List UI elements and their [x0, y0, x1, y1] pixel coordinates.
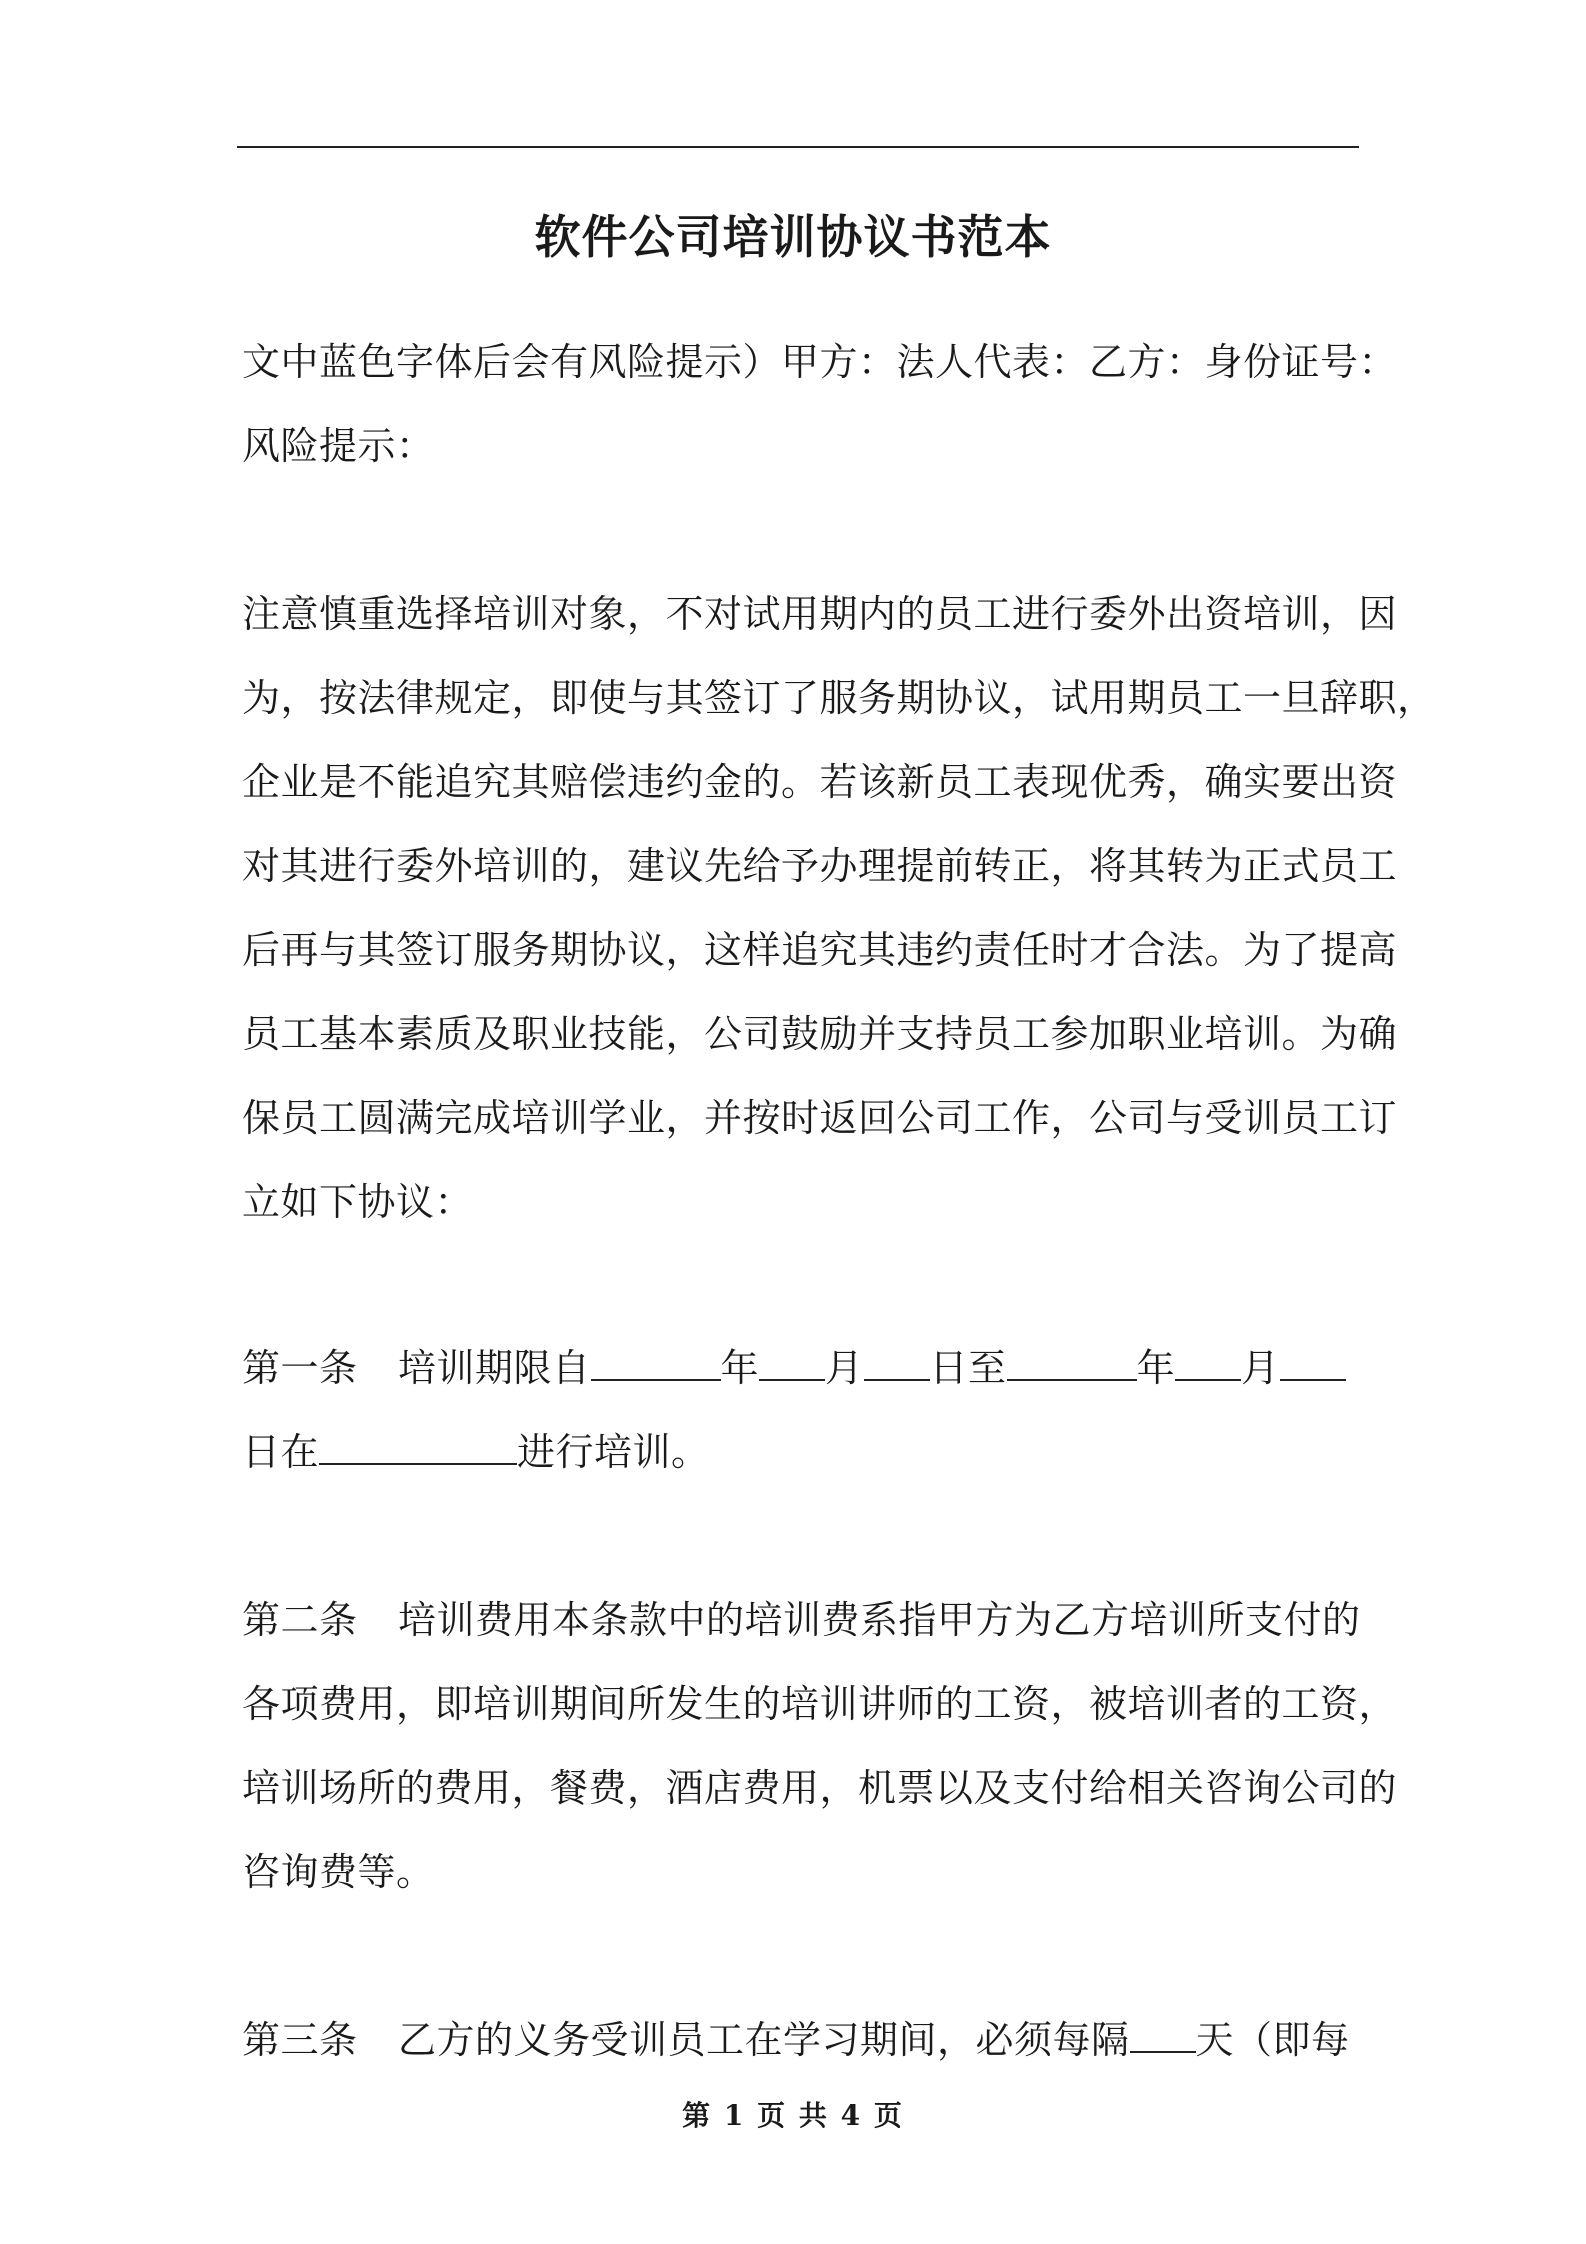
article-1 [242, 1326, 1362, 1494]
blank-field [319, 1431, 517, 1465]
page-footer: 第 1 页 共 4 页 [682, 2099, 904, 2132]
article-text: 乙方的义务受训员工在学习期间，必须每隔 [398, 2018, 1130, 2062]
article-2-line [242, 1578, 1362, 1662]
article-label: 第二条 [242, 1598, 358, 1642]
intro-line: 文中蓝色字体后会有风险提示）甲方：法人代表：乙方：身份证号： [242, 340, 1398, 384]
blank-field [864, 1347, 930, 1381]
header-rule [237, 146, 1359, 148]
blank-field [1007, 1347, 1137, 1381]
article-text: 培训费用本条款中的培训费系指甲方为乙方培训所支付的 [398, 1598, 1361, 1642]
article-label: 第一条 [242, 1346, 358, 1390]
document-title: 软件公司培训协议书范本 [534, 210, 1052, 264]
article-text: 月 [1241, 1346, 1280, 1390]
paragraph-line: 企业是不能追究其赔偿违约金的。若该新员工表现优秀，确实要出资 [242, 760, 1398, 804]
notice-paragraph [242, 572, 1436, 1244]
blank-field [1280, 1347, 1346, 1381]
intro-line: 风险提示： [242, 424, 435, 468]
article-3-line [242, 1998, 1362, 2082]
article-text: 日在 [242, 1430, 320, 1474]
article-2 [242, 1578, 1398, 1914]
article-label: 第三条 [242, 2018, 358, 2062]
blank-field [1130, 2019, 1196, 2053]
article-1-line-2 [242, 1410, 1362, 1494]
paragraph-line: 后再与其签订服务期协议，这样追究其违约责任时才合法。为了提高 [242, 928, 1398, 972]
paragraph-line: 注意慎重选择培训对象，不对试用期内的员工进行委外出资培训，因 [242, 592, 1398, 636]
article-text: 年 [1136, 1346, 1176, 1390]
blank-field [1175, 1347, 1241, 1381]
article-text: 日至 [929, 1346, 1007, 1390]
article-text: 年 [720, 1346, 760, 1390]
article-1-line-1 [242, 1326, 1362, 1410]
article-text: 进行培训。 [517, 1430, 710, 1474]
article-2-line: 咨询费等。 [242, 1850, 435, 1894]
article-text: 培训期限自 [398, 1346, 591, 1390]
article-3 [242, 1998, 1362, 2082]
paragraph-line: 员工基本素质及职业技能，公司鼓励并支持员工参加职业培训。为确 [242, 1012, 1398, 1056]
intro-block [242, 320, 1398, 488]
paragraph-line: 立如下协议： [242, 1180, 474, 1224]
article-2-line: 各项费用，即培训期间所发生的培训讲师的工资，被培训者的工资， [242, 1682, 1398, 1726]
article-text: 月 [825, 1346, 864, 1390]
paragraph-line: 为，按法律规定，即使与其签订了服务期协议，试用期员工一旦辞职， [242, 676, 1436, 720]
paragraph-line: 保员工圆满完成培训学业，并按时返回公司工作，公司与受训员工订 [242, 1096, 1398, 1140]
paragraph-line: 对其进行委外培训的，建议先给予办理提前转正，将其转为正式员工 [242, 844, 1398, 888]
article-2-line: 培训场所的费用，餐费，酒店费用，机票以及支付给相关咨询公司的 [242, 1766, 1398, 1810]
blank-field [591, 1347, 721, 1381]
blank-field [759, 1347, 825, 1381]
article-text: 天（即每 [1195, 2018, 1350, 2062]
